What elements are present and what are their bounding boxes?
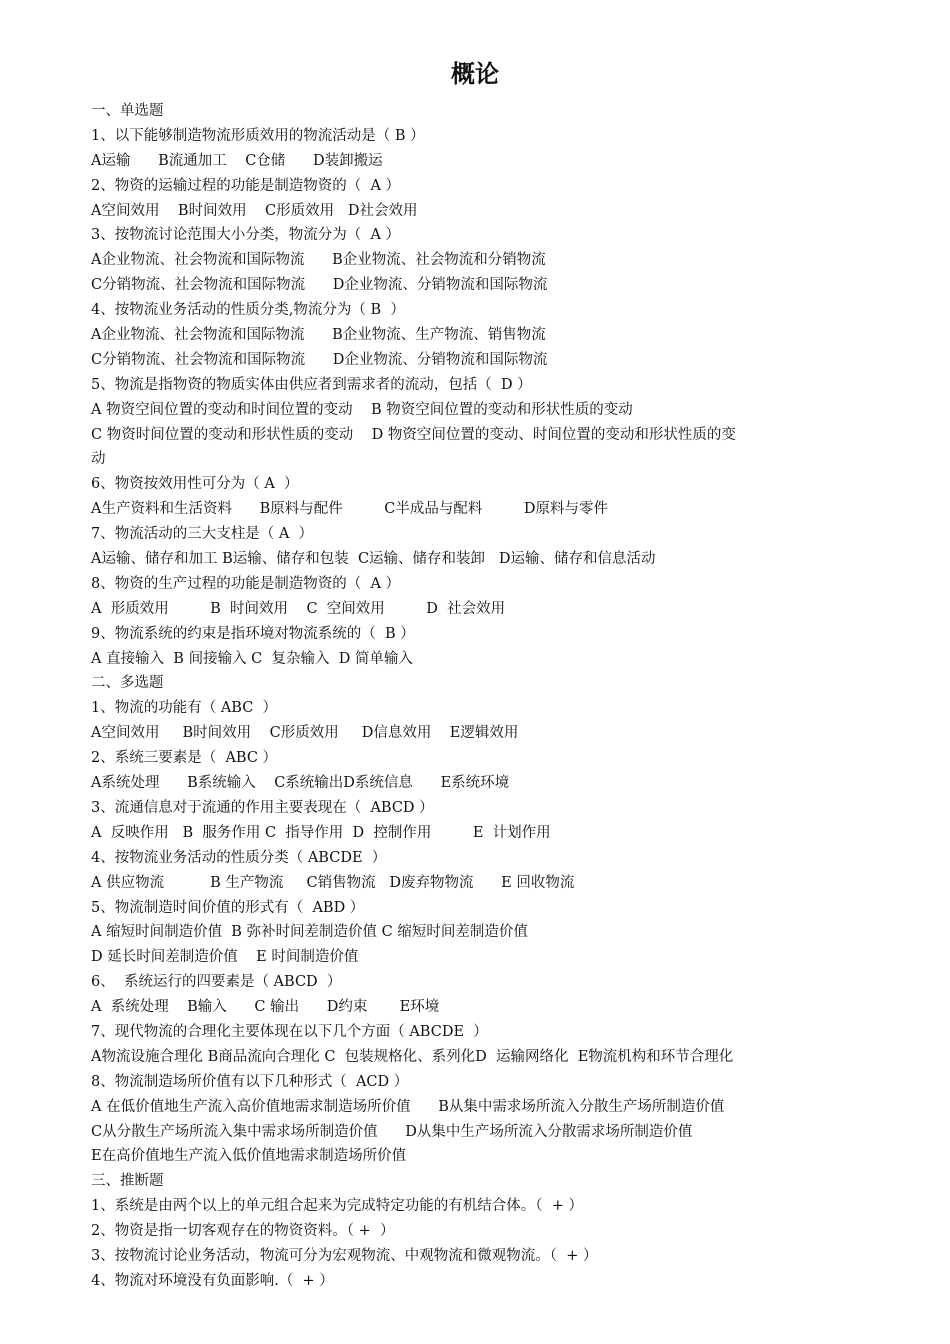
options-line: A运输、储存和加工 B运输、储存和包装 C运输、储存和装卸 D运输、储存和信息活动 (91, 551, 656, 568)
section-heading-judgement: 三、推断题 (91, 1173, 164, 1190)
judgement-line: 1、系统是由两个以上的单元组合起来为完成特定功能的有机结合体。（ + ） (91, 1198, 583, 1215)
question-line: 2、物资的运输过程的功能是制造物资的（ A ） (91, 177, 401, 194)
options-line: D 延长时间差制造价值 E 时间制造价值 (91, 949, 359, 966)
page-title: 概论 (451, 60, 499, 88)
options-line: A企业物流、社会物流和国际物流 B企业物流、社会物流和分销物流 (91, 252, 546, 269)
options-line: A 系统处理 B输入 C 输出 D约束 E环境 (91, 999, 440, 1016)
question-line: 1、物流的功能有（ ABC ） (91, 700, 278, 717)
question-line: 7、物流活动的三大支柱是（ A ） (91, 526, 314, 543)
question-line: 5、物流是指物资的物质实体由供应者到需求者的流动，包括（ D ） (91, 376, 532, 393)
question-line: 1、以下能够制造物流形质效用的物流活动是（ B ） (91, 127, 425, 144)
question-line: 5、物流制造时间价值的形式有（ ABD ） (91, 899, 365, 916)
options-line: E在高价值地生产流入低价值地需求制造场所价值 (91, 1148, 407, 1165)
question-line: 6、 系统运行的四要素是（ ABCD ） (91, 974, 342, 991)
options-line: C 物资时间位置的变动和形状性质的变动 D 物资空间位置的变动、时间位置的变动和形状性质的变 (91, 426, 736, 443)
section-heading-multiple-choice: 二、多选题 (91, 675, 164, 692)
options-line: A 在低价值地生产流入高价值地需求制造场所价值 B从集中需求场所流入分散生产场所制造价值 (91, 1098, 725, 1115)
question-line: 9、物流系统的约束是指环境对物流系统的（ B ） (91, 625, 415, 642)
question-line: 2、系统三要素是（ ABC ） (91, 750, 278, 767)
options-line: A 形质效用 B 时间效用 C 空间效用 D 社会效用 (91, 600, 506, 617)
options-line: A 缩短时间制造价值 B 弥补时间差制造价值 C 缩短时间差制造价值 (91, 924, 528, 941)
section-heading-single-choice: 一、单选题 (91, 103, 164, 119)
question-line: 3、按物流讨论范围大小分类，物流分为（ A ） (91, 227, 401, 244)
options-line: A系统处理 B系统输入 C系统输出D系统信息 E系统环境 (91, 775, 510, 792)
document-body (91, 99, 871, 1294)
question-line: 6、物资按效用性可分为（ A ） (91, 476, 299, 493)
options-line: A企业物流、社会物流和国际物流 B企业物流、生产物流、销售物流 (91, 327, 546, 344)
question-line: 8、物资的生产过程的功能是制造物资的（ A ） (91, 575, 401, 592)
judgement-line: 3、按物流讨论业务活动，物流可分为宏观物流、中观物流和微观物流。（ + ） (91, 1247, 598, 1264)
options-line-continuation: 动 (91, 451, 106, 468)
options-line: A 反映作用 B 服务作用 C 指导作用 D 控制作用 E 计划作用 (91, 824, 551, 841)
options-line: A物流设施合理化 B商品流向合理化 C 包装规格化、系列化D 运输网络化 E物流机构和环节合理化 (91, 1048, 734, 1065)
judgement-line: 2、物资是指一切客观存在的物资资料。（ + ） (91, 1223, 395, 1240)
judgement-line: 4、物流对环境没有负面影响.（ + ） (91, 1272, 334, 1289)
options-line: A 物资空间位置的变动和时间位置的变动 B 物资空间位置的变动和形状性质的变动 (91, 401, 633, 418)
options-line: C从分散生产场所流入集中需求场所制造价值 D从集中生产场所流入分散需求场所制造价值 (91, 1123, 693, 1140)
options-line: A运输 B流通加工 C仓储 D装卸搬运 (91, 152, 383, 169)
options-line: A空间效用 B时间效用 C形质效用 D社会效用 (91, 202, 418, 219)
question-line: 4、按物流业务活动的性质分类（ ABCDE ） (91, 849, 387, 866)
options-line: C分销物流、社会物流和国际物流 D企业物流、分销物流和国际物流 (91, 277, 548, 294)
options-line: A 供应物流 B 生产物流 C销售物流 D废弃物物流 E 回收物流 (91, 874, 575, 891)
question-line: 3、流通信息对于流通的作用主要表现在（ ABCD ） (91, 799, 434, 816)
question-line: 8、物流制造场所价值有以下几种形式（ ACD ） (91, 1073, 409, 1090)
question-line: 4、按物流业务活动的性质分类,物流分为（ B ） (91, 302, 405, 319)
options-line: A生产资料和生活资料 B原料与配件 C半成品与配料 D原料与零件 (91, 501, 608, 518)
options-line: C分销物流、社会物流和国际物流 D企业物流、分销物流和国际物流 (91, 351, 548, 368)
options-line: A空间效用 B时间效用 C形质效用 D信息效用 E逻辑效用 (91, 725, 519, 742)
question-line: 7、现代物流的合理化主要体现在以下几个方面（ ABCDE ） (91, 1023, 488, 1040)
options-line: A 直接输入 B 间接输入 C 复杂输入 D 简单输入 (91, 650, 413, 667)
